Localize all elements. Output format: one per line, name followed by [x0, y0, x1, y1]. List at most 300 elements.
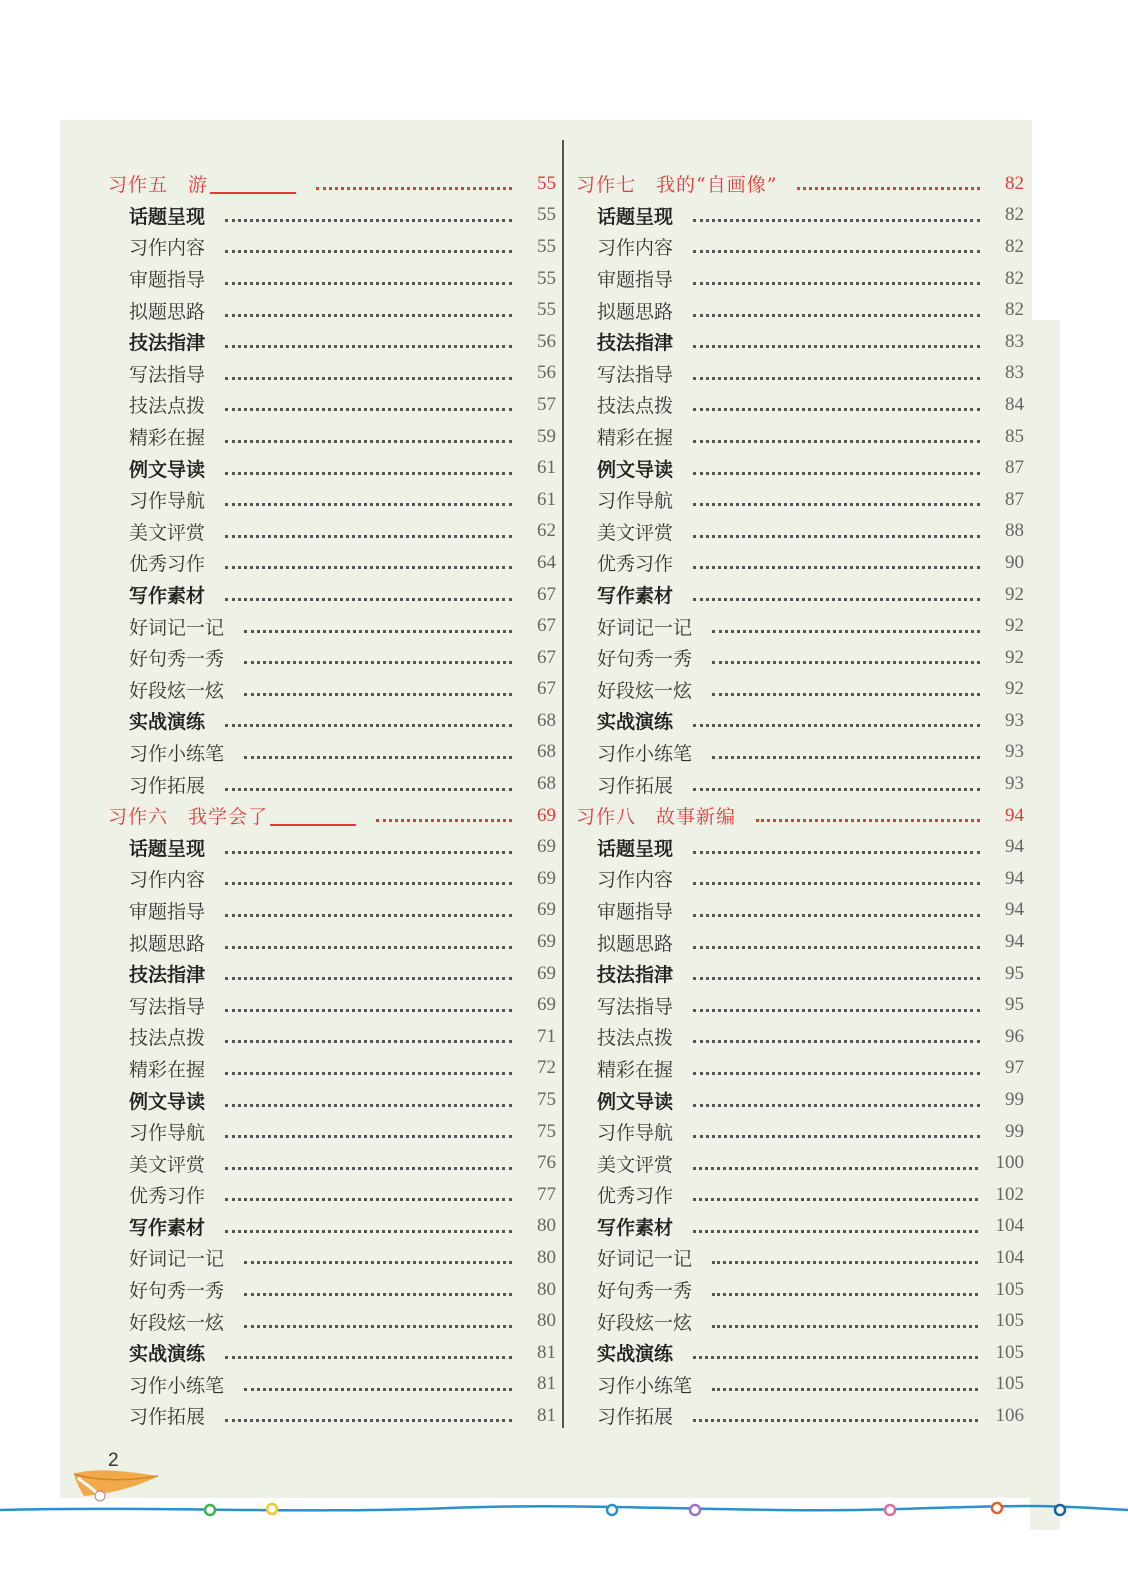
entry-label: 习作内容: [129, 237, 206, 260]
page-ref: 87: [1005, 488, 1024, 510]
page-ref: 55: [537, 204, 556, 226]
page-ref: 104: [995, 1215, 1024, 1237]
leader-dots: [693, 375, 980, 380]
toc-entry[interactable]: [108, 516, 556, 548]
page-ref: 57: [537, 393, 556, 415]
page-number: 2: [108, 1450, 119, 1471]
page-ref: 68: [537, 741, 556, 763]
toc-entry[interactable]: [576, 674, 1024, 706]
leader-dots: [693, 564, 980, 569]
leader-dots: [693, 280, 980, 285]
title-blank: [270, 806, 356, 826]
toc-entry[interactable]: [576, 1147, 1024, 1179]
leader-dots: [225, 786, 512, 791]
entry-label: 技法指津: [597, 964, 674, 987]
leader-dots: [316, 185, 512, 190]
page-ref: 67: [537, 583, 556, 605]
leader-dots: [693, 1354, 978, 1359]
entry-label: 拟题思路: [129, 300, 206, 323]
entry-label: 习作内容: [597, 869, 674, 892]
entry-label: 写作素材: [597, 585, 674, 608]
entry-label: 话题呈现: [597, 837, 674, 860]
entry-label: 美文评赏: [129, 1153, 206, 1176]
toc-entry[interactable]: [108, 895, 556, 927]
toc-entry[interactable]: [108, 1337, 556, 1369]
leader-dots: [712, 628, 980, 633]
page-ref: 69: [537, 994, 556, 1016]
page-ref: 69: [537, 899, 556, 921]
entry-label: 精彩在握: [597, 1058, 674, 1081]
leader-dots: [225, 1354, 512, 1359]
toc-entry[interactable]: [576, 1305, 1024, 1337]
entry-label: 审题指导: [129, 900, 206, 923]
page-ref: 95: [1005, 962, 1024, 984]
toc-entry[interactable]: [576, 294, 1024, 326]
page-ref: 99: [1005, 1120, 1024, 1142]
toc-entry[interactable]: [576, 1053, 1024, 1085]
entry-label: 习作小练笔: [129, 1374, 225, 1397]
leader-dots: [225, 501, 512, 506]
toc-entry[interactable]: [108, 579, 556, 611]
page-ref: 69: [537, 931, 556, 953]
page-ref: 80: [537, 1278, 556, 1300]
page-ref: 100: [995, 1152, 1024, 1174]
leader-dots: [225, 1165, 512, 1170]
leader-dots: [225, 1196, 512, 1201]
page-ref: 94: [1005, 931, 1024, 953]
toc-entry[interactable]: [108, 1274, 556, 1306]
entry-label: 话题呈现: [129, 205, 206, 228]
leader-dots: [225, 912, 512, 917]
entry-label: 技法指津: [597, 332, 674, 355]
leader-dots: [693, 1007, 980, 1012]
entry-label: 好段炫一炫: [597, 1311, 693, 1334]
leader-dots: [225, 438, 512, 443]
toc-entry[interactable]: [576, 642, 1024, 674]
entry-label: 例文导读: [129, 458, 206, 481]
toc-entry[interactable]: [576, 1400, 1024, 1432]
toc-entry[interactable]: [576, 263, 1024, 295]
leader-dots: [693, 722, 980, 727]
toc-entry[interactable]: [576, 326, 1024, 358]
toc-entry[interactable]: [576, 1179, 1024, 1211]
entry-label: 技法点拨: [129, 1027, 206, 1050]
entry-label: 技法指津: [129, 964, 206, 987]
leader-dots: [712, 659, 980, 664]
leader-dots: [693, 343, 980, 348]
page-ref: 55: [537, 172, 556, 194]
leader-dots: [225, 975, 512, 980]
leader-dots: [225, 280, 512, 285]
leader-dots: [244, 754, 512, 759]
entry-label: 习作小练笔: [129, 742, 225, 765]
page-ref: 81: [537, 1341, 556, 1363]
toc-entry[interactable]: [108, 326, 556, 358]
leader-dots: [693, 880, 980, 885]
entry-label: 美文评赏: [129, 521, 206, 544]
leader-dots: [244, 1259, 512, 1264]
toc-entry[interactable]: [576, 610, 1024, 642]
toc-entry[interactable]: [108, 989, 556, 1021]
leader-dots: [693, 248, 980, 253]
entry-label: 好词记一记: [597, 616, 693, 639]
page-ref: 71: [537, 1025, 556, 1047]
toc-entry[interactable]: [576, 863, 1024, 895]
leader-dots: [693, 312, 980, 317]
leader-dots: [693, 786, 980, 791]
page-ref: 55: [537, 235, 556, 257]
leader-dots: [225, 849, 512, 854]
entry-label: 好词记一记: [129, 616, 225, 639]
entry-label: 好词记一记: [597, 1248, 693, 1271]
column-divider: [562, 140, 564, 1428]
toc-entry[interactable]: [576, 484, 1024, 516]
entry-label: 写作素材: [597, 1216, 674, 1239]
toc-entry[interactable]: [576, 1274, 1024, 1306]
page-ref: 59: [537, 425, 556, 447]
page-ref: 93: [1005, 709, 1024, 731]
leader-dots: [693, 1165, 978, 1170]
page-ref: 55: [537, 267, 556, 289]
leader-dots: [225, 312, 512, 317]
entry-label: 好段炫一炫: [597, 679, 693, 702]
page-ref: 69: [537, 867, 556, 889]
toc-entry[interactable]: [108, 1147, 556, 1179]
section-title: 习作五 游: [108, 174, 209, 197]
page-ref: 75: [537, 1120, 556, 1142]
toc-entry[interactable]: [108, 200, 556, 232]
page-ref: 92: [1005, 646, 1024, 668]
leader-dots: [693, 406, 980, 411]
entry-label: 实战演练: [129, 711, 206, 734]
toc-entry[interactable]: [576, 958, 1024, 990]
leader-dots: [712, 691, 980, 696]
toc-entry[interactable]: [576, 895, 1024, 927]
page-ref: 92: [1005, 583, 1024, 605]
leader-dots: [244, 659, 512, 664]
toc-entry[interactable]: [108, 294, 556, 326]
leader-dots: [693, 470, 980, 475]
leader-dots: [693, 596, 980, 601]
page-ref: 67: [537, 615, 556, 637]
leader-dots: [225, 248, 512, 253]
page-ref: 105: [995, 1373, 1024, 1395]
entry-label: 习作内容: [129, 869, 206, 892]
toc-entry[interactable]: [108, 958, 556, 990]
leader-dots: [693, 944, 980, 949]
entry-label: 习作拓展: [597, 1406, 674, 1429]
entry-label: 话题呈现: [129, 837, 206, 860]
page-ref: 93: [1005, 773, 1024, 795]
toc-entry[interactable]: [576, 1337, 1024, 1369]
entry-label: 写作素材: [129, 585, 206, 608]
leader-dots: [244, 691, 512, 696]
toc-entry[interactable]: [108, 358, 556, 390]
page-ref: 94: [1005, 899, 1024, 921]
leader-dots: [225, 533, 512, 538]
leader-dots: [693, 1417, 978, 1422]
page-ref: 80: [537, 1246, 556, 1268]
toc-entry[interactable]: [108, 484, 556, 516]
entry-label: 拟题思路: [597, 300, 674, 323]
toc-entry[interactable]: [576, 1369, 1024, 1401]
toc-entry[interactable]: [108, 547, 556, 579]
entry-label: 好句秀一秀: [129, 648, 225, 671]
entry-label: 习作小练笔: [597, 1374, 693, 1397]
leader-dots: [225, 1038, 512, 1043]
page-ref: 69: [537, 804, 556, 826]
entry-label: 好句秀一秀: [129, 1280, 225, 1303]
toc-entry[interactable]: [576, 231, 1024, 263]
leader-dots: [693, 501, 980, 506]
leader-dots: [244, 1386, 512, 1391]
page-ref: 72: [537, 1057, 556, 1079]
toc-entry[interactable]: [576, 452, 1024, 484]
entry-label: 精彩在握: [129, 1058, 206, 1081]
entry-label: 审题指导: [597, 269, 674, 292]
page-ref: 105: [995, 1341, 1024, 1363]
toc-entry[interactable]: [576, 1242, 1024, 1274]
entry-label: 话题呈现: [597, 205, 674, 228]
toc-entry[interactable]: [576, 579, 1024, 611]
toc-entry[interactable]: [576, 389, 1024, 421]
toc-entry[interactable]: [108, 768, 556, 800]
leader-dots: [712, 754, 980, 759]
entry-label: 习作内容: [597, 237, 674, 260]
page-ref: 95: [1005, 994, 1024, 1016]
toc-entry[interactable]: [108, 1021, 556, 1053]
page-ref: 105: [995, 1278, 1024, 1300]
page-ref: 94: [1005, 836, 1024, 858]
toc-entry[interactable]: [108, 1084, 556, 1116]
section-title: 习作八 故事新编: [576, 806, 737, 829]
page-ref: 104: [995, 1246, 1024, 1268]
leader-dots: [225, 1102, 512, 1107]
entry-label: 优秀习作: [129, 1185, 206, 1208]
entry-label: 技法点拨: [129, 395, 206, 418]
toc-entry[interactable]: [576, 831, 1024, 863]
page-ref: 62: [537, 520, 556, 542]
page-ref: 88: [1005, 520, 1024, 542]
leader-dots: [225, 375, 512, 380]
page-ref: 92: [1005, 615, 1024, 637]
page-ref: 102: [995, 1183, 1024, 1205]
entry-label: 审题指导: [597, 900, 674, 923]
leader-dots: [693, 1070, 980, 1075]
section-title: 习作七 我的“自画像”: [576, 174, 778, 197]
toc-entry[interactable]: [576, 989, 1024, 1021]
leader-dots: [225, 880, 512, 885]
leader-dots: [693, 1133, 980, 1138]
toc-entry[interactable]: [108, 389, 556, 421]
entry-label: 习作导航: [129, 1122, 206, 1145]
toc-entry[interactable]: [576, 705, 1024, 737]
toc-entry[interactable]: [108, 421, 556, 453]
page-ref: 105: [995, 1310, 1024, 1332]
toc-entry[interactable]: [576, 1211, 1024, 1243]
toc-entry[interactable]: [576, 516, 1024, 548]
page-ref: 67: [537, 646, 556, 668]
page-ref: 82: [1005, 235, 1024, 257]
leader-dots: [693, 849, 980, 854]
leader-dots: [756, 817, 980, 822]
leader-dots: [693, 912, 980, 917]
entry-label: 好句秀一秀: [597, 648, 693, 671]
page-ref: 99: [1005, 1089, 1024, 1111]
decorative-line-icon: [0, 1490, 1128, 1530]
toc-entry[interactable]: [108, 610, 556, 642]
entry-label: 拟题思路: [129, 932, 206, 955]
leader-dots: [712, 1386, 978, 1391]
entry-label: 写作素材: [129, 1216, 206, 1239]
toc-entry[interactable]: [108, 452, 556, 484]
page-ref: 64: [537, 551, 556, 573]
toc-entry[interactable]: [108, 1116, 556, 1148]
page-ref: 92: [1005, 678, 1024, 700]
entry-label: 优秀习作: [129, 553, 206, 576]
page-ref: 83: [1005, 330, 1024, 352]
entry-label: 写法指导: [129, 363, 206, 386]
entry-label: 例文导读: [597, 1090, 674, 1113]
page-ref: 68: [537, 709, 556, 731]
leader-dots: [693, 1038, 980, 1043]
entry-label: 优秀习作: [597, 553, 674, 576]
toc-column-left: [108, 168, 556, 1432]
toc-entry[interactable]: [108, 831, 556, 863]
entry-label: 习作导航: [597, 1122, 674, 1145]
page-ref: 87: [1005, 457, 1024, 479]
page-ref: 81: [537, 1404, 556, 1426]
leader-dots: [693, 1228, 978, 1233]
leader-dots: [225, 1007, 512, 1012]
page-ref: 85: [1005, 425, 1024, 447]
leader-dots: [376, 817, 512, 822]
leader-dots: [225, 217, 512, 222]
entry-label: 技法点拨: [597, 1027, 674, 1050]
toc-entry[interactable]: [108, 926, 556, 958]
page-ref: 69: [537, 836, 556, 858]
page-ref: 61: [537, 488, 556, 510]
toc-entry[interactable]: [108, 737, 556, 769]
title-blank: [210, 174, 296, 194]
page-ref: 93: [1005, 741, 1024, 763]
leader-dots: [225, 596, 512, 601]
entry-label: 写法指导: [129, 995, 206, 1018]
entry-label: 例文导读: [597, 458, 674, 481]
section-heading[interactable]: [576, 800, 1024, 832]
page-ref: 76: [537, 1152, 556, 1174]
toc-entry[interactable]: [576, 1116, 1024, 1148]
toc-entry[interactable]: [576, 358, 1024, 390]
entry-label: 美文评赏: [597, 521, 674, 544]
entry-label: 精彩在握: [597, 427, 674, 450]
entry-label: 好词记一记: [129, 1248, 225, 1271]
toc-entry[interactable]: [576, 547, 1024, 579]
toc-entry[interactable]: [576, 1084, 1024, 1116]
toc-entry[interactable]: [108, 642, 556, 674]
page-ref: 68: [537, 773, 556, 795]
toc-entry[interactable]: [108, 263, 556, 295]
entry-label: 拟题思路: [597, 932, 674, 955]
toc-column-right: [576, 168, 1024, 1432]
toc-entry[interactable]: [576, 768, 1024, 800]
entry-label: 习作导航: [597, 490, 674, 513]
toc-entry[interactable]: [108, 1211, 556, 1243]
leader-dots: [712, 1291, 978, 1296]
toc-entry[interactable]: [108, 231, 556, 263]
page-ref: 67: [537, 678, 556, 700]
toc-entry[interactable]: [576, 421, 1024, 453]
page-ref: 77: [537, 1183, 556, 1205]
page-ref: 106: [995, 1404, 1024, 1426]
toc-entry[interactable]: [108, 1305, 556, 1337]
page-ref: 81: [537, 1373, 556, 1395]
section-heading[interactable]: [108, 168, 556, 200]
entry-label: 写法指导: [597, 363, 674, 386]
page-ref: 69: [537, 962, 556, 984]
entry-label: 技法指津: [129, 332, 206, 355]
section-heading[interactable]: [108, 800, 556, 832]
leader-dots: [712, 1259, 978, 1264]
leader-dots: [225, 564, 512, 569]
leader-dots: [225, 944, 512, 949]
toc-entry[interactable]: [108, 1053, 556, 1085]
entry-label: 好段炫一炫: [129, 679, 225, 702]
page-ref: 61: [537, 457, 556, 479]
page-ref: 84: [1005, 393, 1024, 415]
entry-label: 好句秀一秀: [597, 1280, 693, 1303]
entry-label: 审题指导: [129, 269, 206, 292]
leader-dots: [693, 975, 980, 980]
entry-label: 实战演练: [129, 1343, 206, 1366]
toc-entry[interactable]: [576, 200, 1024, 232]
entry-label: 美文评赏: [597, 1153, 674, 1176]
entry-label: 习作拓展: [597, 774, 674, 797]
leader-dots: [225, 343, 512, 348]
entry-label: 好段炫一炫: [129, 1311, 225, 1334]
section-title: 习作六 我学会了: [108, 806, 269, 829]
toc-entry[interactable]: [108, 705, 556, 737]
page-ref: 97: [1005, 1057, 1024, 1079]
page-ref: 82: [1005, 267, 1024, 289]
entry-label: 精彩在握: [129, 427, 206, 450]
leader-dots: [244, 628, 512, 633]
toc-entry[interactable]: [108, 1400, 556, 1432]
page-ref: 56: [537, 362, 556, 384]
leader-dots: [244, 1291, 512, 1296]
entry-label: 优秀习作: [597, 1185, 674, 1208]
toc-entry[interactable]: [108, 1369, 556, 1401]
leader-dots: [225, 470, 512, 475]
toc-entry[interactable]: [108, 674, 556, 706]
leader-dots: [225, 1133, 512, 1138]
page-ref: 75: [537, 1089, 556, 1111]
entry-label: 实战演练: [597, 1343, 674, 1366]
leader-dots: [225, 1417, 512, 1422]
leader-dots: [712, 1323, 978, 1328]
toc-entry[interactable]: [108, 1179, 556, 1211]
entry-label: 习作导航: [129, 490, 206, 513]
page-ref: 94: [1005, 867, 1024, 889]
toc-entry[interactable]: [576, 926, 1024, 958]
leader-dots: [693, 533, 980, 538]
page-ref: 90: [1005, 551, 1024, 573]
toc-entry[interactable]: [576, 1021, 1024, 1053]
section-heading[interactable]: [576, 168, 1024, 200]
toc-entry[interactable]: [576, 737, 1024, 769]
toc-entry[interactable]: [108, 1242, 556, 1274]
toc-entry[interactable]: [108, 863, 556, 895]
